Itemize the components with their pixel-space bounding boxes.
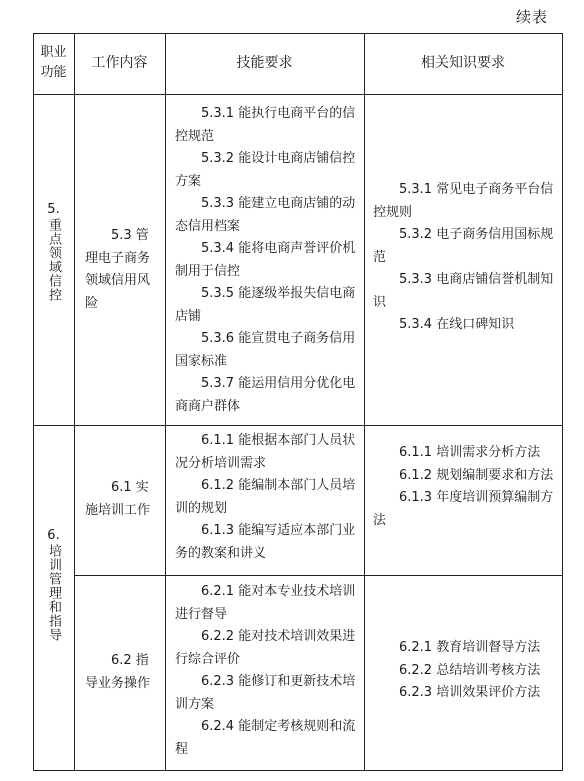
function-number: 5. bbox=[47, 202, 60, 217]
list-item: 6.1.3 年度培训预算编制方法 bbox=[373, 490, 554, 528]
list-item: 6.2.2 能对技术培训效果进行综合评价 bbox=[175, 629, 356, 667]
list-item: 5.3.2 能设计电商店铺信控方案 bbox=[175, 151, 356, 189]
function-name: 培训管理和指导 bbox=[46, 544, 61, 642]
list-item: 6.2.3 培训效果评价方法 bbox=[399, 685, 541, 700]
list-item: 6.2.4 能制定考核规则和流程 bbox=[175, 719, 356, 757]
skills-cell bbox=[175, 103, 357, 418]
column-divider bbox=[74, 33, 75, 771]
content-cell bbox=[85, 650, 159, 695]
row-divider bbox=[74, 575, 563, 576]
list-item: 5.3.2 电子商务信用国标规范 bbox=[373, 227, 554, 265]
list-item: 6.2.1 教育培训督导方法 bbox=[399, 640, 541, 655]
column-divider bbox=[165, 33, 166, 771]
list-item: 5.3.3 能建立电商店铺的动态信用档案 bbox=[175, 196, 356, 234]
content-cell bbox=[85, 477, 159, 522]
list-item: 5.3.5 能逐级举报失信电商店铺 bbox=[175, 286, 356, 324]
row-divider bbox=[33, 425, 563, 426]
list-item: 5.3.4 能将电商声誉评价机制用于信控 bbox=[175, 241, 356, 279]
knowledge-cell bbox=[373, 179, 555, 337]
header-function: 职业 功能 bbox=[40, 45, 67, 80]
table-border-top bbox=[33, 33, 563, 34]
list-item: 5.3.6 能宣贯电子商务信用国家标准 bbox=[175, 331, 356, 369]
function-name: 重点领域信控 bbox=[46, 218, 61, 302]
list-item: 5.3.7 能运用信用分优化电商商户群体 bbox=[175, 376, 356, 414]
column-divider bbox=[364, 33, 365, 771]
table-border-bottom bbox=[33, 770, 563, 771]
content-text: 6.1 实施培训工作 bbox=[85, 480, 151, 518]
header-content: 工作内容 bbox=[91, 55, 148, 71]
knowledge-cell bbox=[373, 442, 555, 532]
list-item: 5.3.1 常见电子商务平台信控规则 bbox=[373, 182, 554, 220]
function-cell bbox=[33, 527, 74, 642]
list-item: 6.1.2 能编制本部门人员培训的规划 bbox=[175, 478, 356, 516]
table-border-right bbox=[562, 33, 563, 771]
competency-table bbox=[33, 33, 563, 771]
content-text: 6.2 指导业务操作 bbox=[85, 653, 151, 691]
content-cell bbox=[85, 225, 159, 315]
continued-label: 续表 bbox=[515, 8, 548, 26]
table-border-left bbox=[33, 33, 34, 771]
content-text: 5.3 管理电子商务领域信用风险 bbox=[85, 228, 151, 311]
function-cell bbox=[33, 201, 74, 302]
list-item: 6.1.1 培训需求分析方法 bbox=[399, 445, 541, 460]
list-item: 6.1.1 能根据本部门人员状况分析培训需求 bbox=[175, 433, 356, 471]
list-item: 6.2.1 能对本专业技术培训进行督导 bbox=[175, 584, 356, 622]
list-item: 6.2.2 总结培训考核方法 bbox=[399, 662, 541, 678]
list-item: 6.1.2 规划编制要求和方法 bbox=[399, 467, 554, 483]
list-item: 5.3.3 电商店铺信誉机制知识 bbox=[373, 272, 554, 310]
list-item: 5.3.4 在线口碑知识 bbox=[399, 317, 515, 332]
header-skills: 技能要求 bbox=[236, 55, 293, 71]
header-knowledge: 相关知识要求 bbox=[421, 55, 505, 71]
function-number: 6. bbox=[47, 528, 60, 543]
skills-cell bbox=[175, 430, 357, 565]
header-divider bbox=[33, 94, 563, 95]
list-item: 5.3.1 能执行电商平台的信控规范 bbox=[175, 106, 356, 144]
list-item: 6.2.3 能修订和更新技术培训方案 bbox=[175, 674, 356, 712]
skills-cell bbox=[175, 581, 357, 761]
knowledge-cell bbox=[373, 637, 555, 705]
list-item: 6.1.3 能编写适应本部门业务的教案和讲义 bbox=[175, 523, 356, 561]
